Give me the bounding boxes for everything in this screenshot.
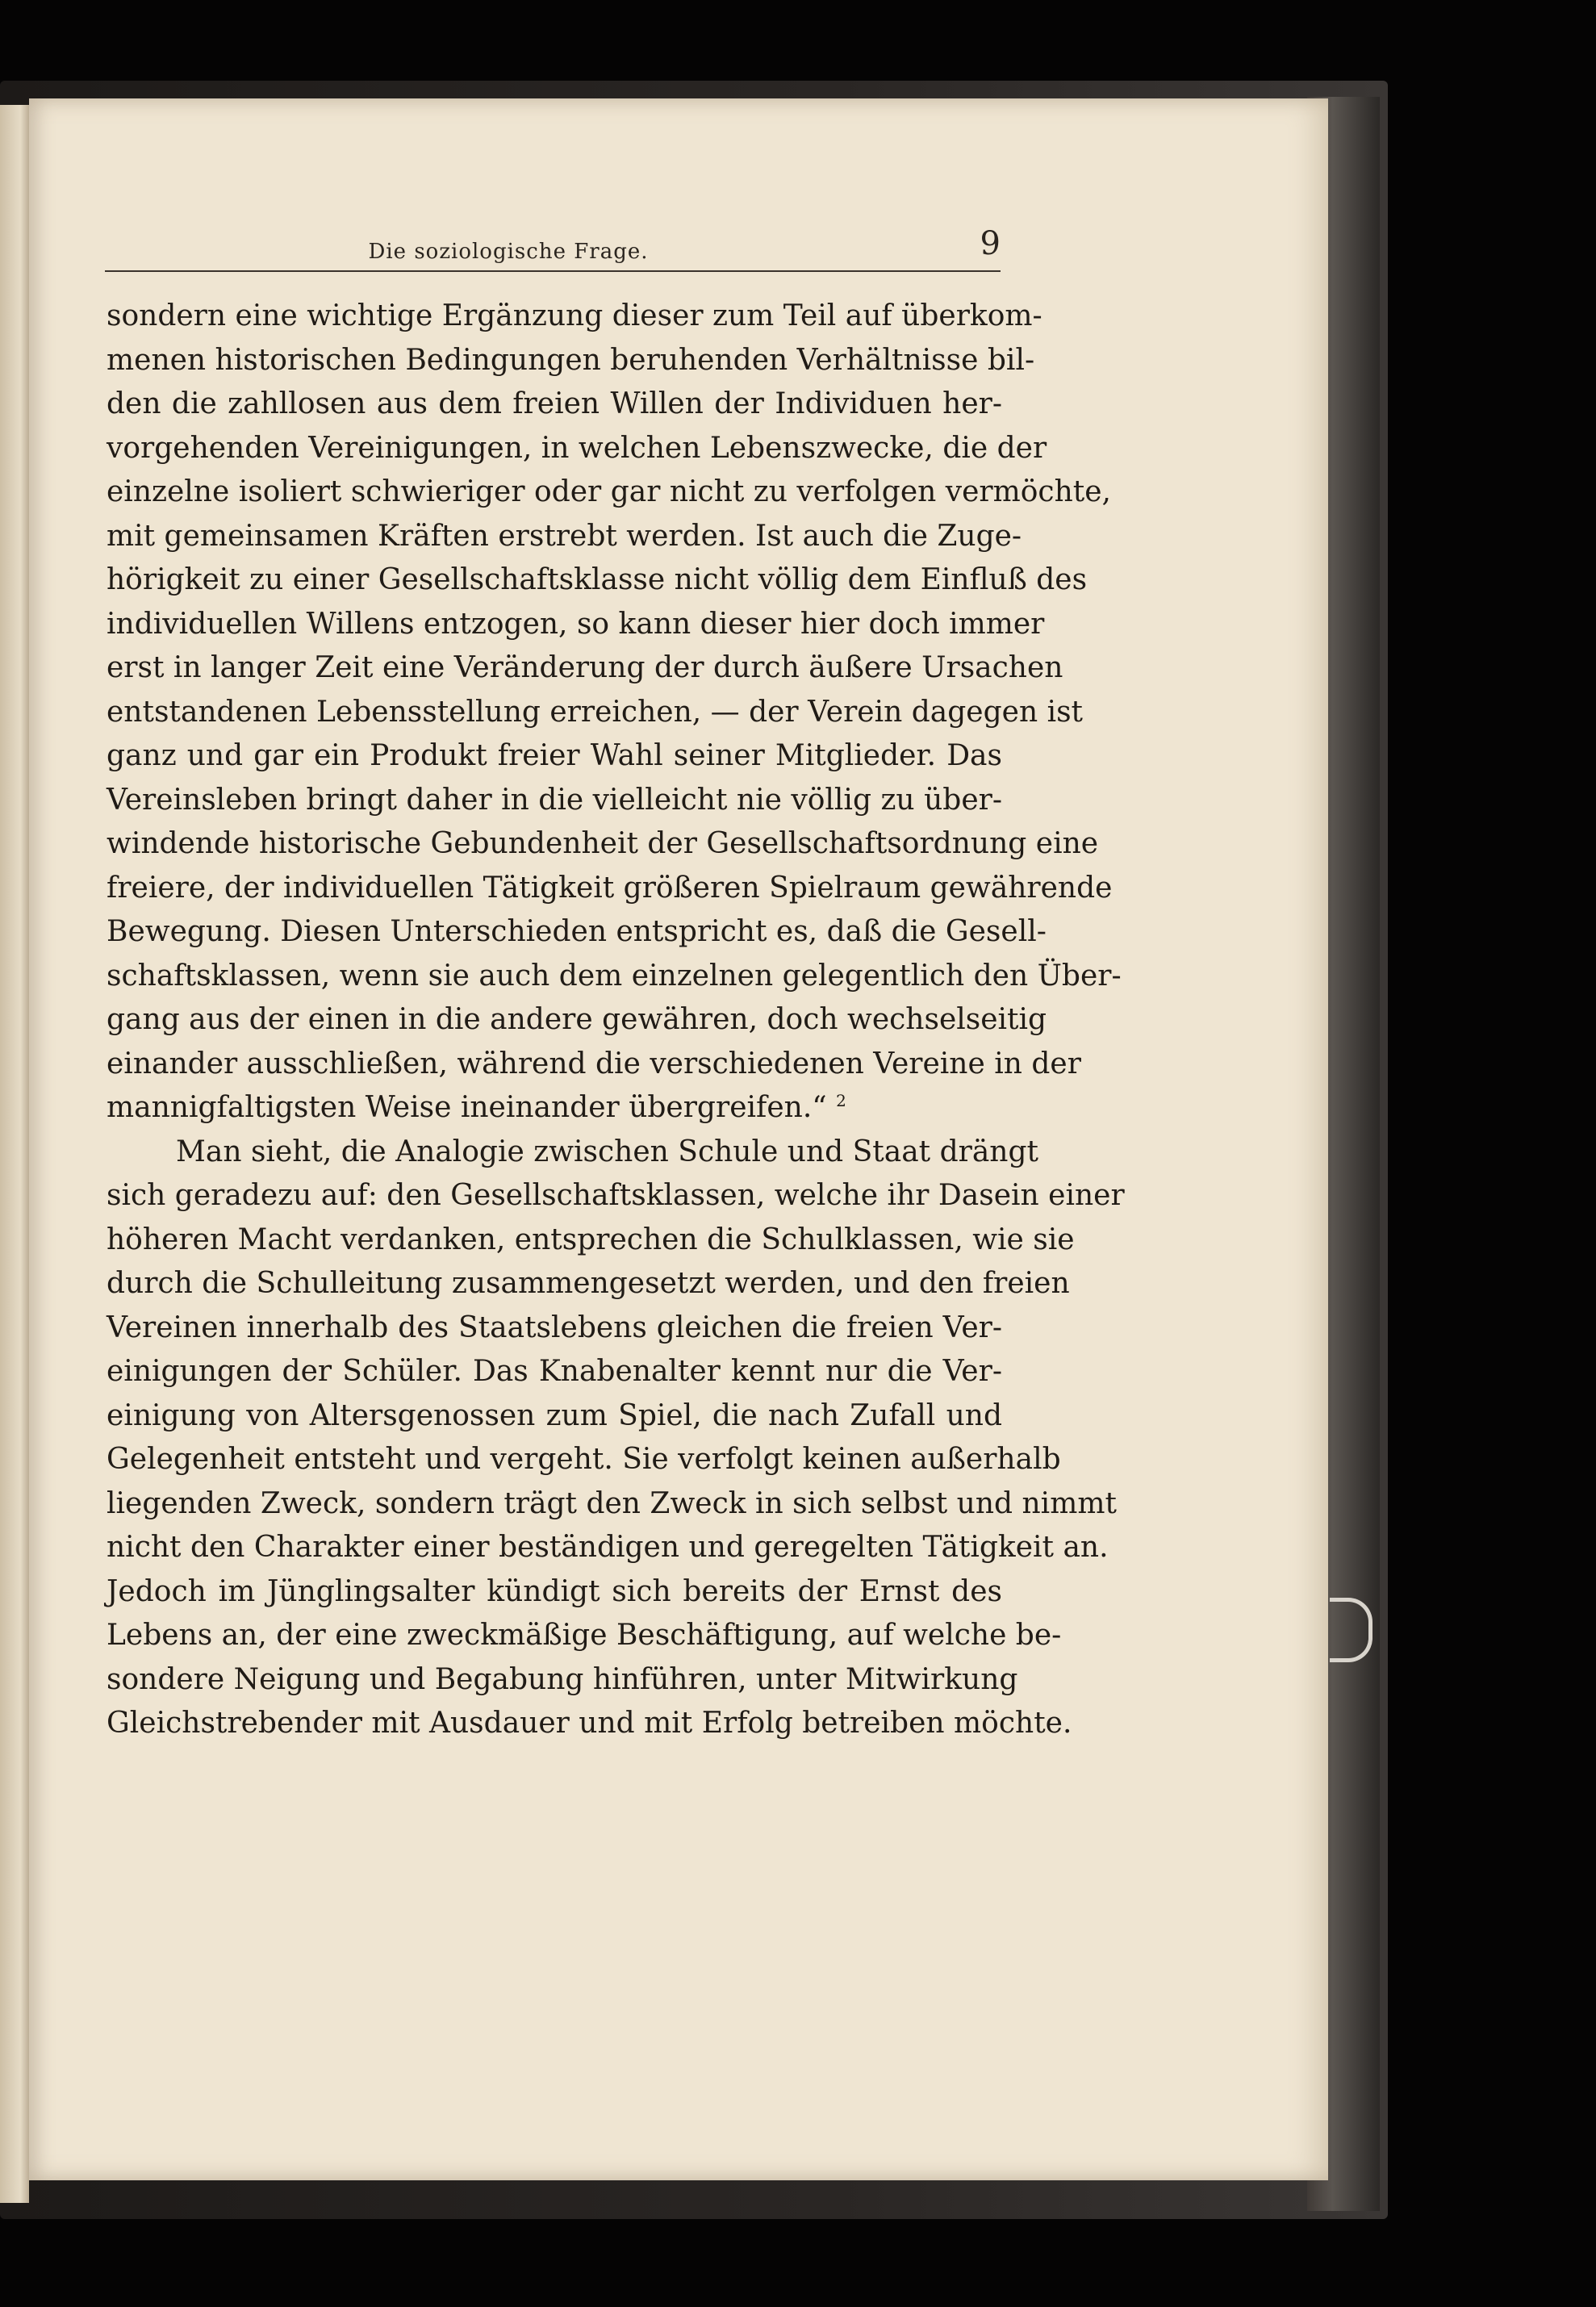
page-number: 9	[980, 225, 1001, 262]
text-line: sondern eine wichtige Ergänzung dieser zum Teil auf überkom-	[107, 299, 1042, 332]
text-line: einander ausschließen, während die verschiedenen Vereine in der	[107, 1047, 1081, 1080]
text-line: entstandenen Lebensstellung erreichen, — der Verein dagegen ist	[107, 695, 1084, 729]
text-line: schaftsklassen, wenn sie auch dem einzelnen gelegentlich den Über-	[107, 959, 1122, 993]
text-line: ganz und gar ein Produkt freier Wahl seiner Mitglieder. Das	[107, 739, 1002, 772]
text-line: mannigfaltigsten Weise ineinander übergreifen.“	[107, 1091, 827, 1124]
text-line: menen historischen Bedingungen beruhenden Verhältnisse bil-	[107, 343, 1035, 377]
text-line: hörigkeit zu einer Gesellschaftsklasse nicht völlig dem Einfluß des	[107, 563, 1088, 596]
text-line: Gleichstrebender mit Ausdauer und mit Erfolg betreiben möchte.	[107, 1707, 1072, 1740]
text-line: sondere Neigung und Begabung hinführen, unter Mitwirkung	[107, 1662, 1018, 1696]
text-line: mit gemeinsamen Kräften erstrebt werden. Ist auch die Zuge-	[107, 519, 1022, 553]
text-line: nicht den Charakter einer beständigen und geregelten Tätigkeit an.	[107, 1531, 1109, 1564]
text-line: Gelegenheit entsteht und vergeht. Sie verfolgt keinen außerhalb	[107, 1443, 1061, 1476]
text-line: individuellen Willens entzogen, so kann dieser hier doch immer	[107, 607, 1045, 641]
text-line: freiere, der individuellen Tätigkeit größeren Spielraum gewährende	[107, 871, 1113, 905]
body-text	[107, 295, 1125, 1746]
text-line: einzelne isoliert schwieriger oder gar nicht zu verfolgen vermöchte,	[107, 475, 1111, 508]
text-line-paragraph-start: Man sieht, die Analogie zwischen Schule und Staat drängt	[176, 1135, 1038, 1168]
text-line: einigung von Altersgenossen zum Spiel, die nach Zufall und	[107, 1398, 1002, 1432]
text-line: Jedoch im Jünglingsalter kündigt sich bereits der Ernst des	[107, 1574, 1002, 1608]
text-line: liegenden Zweck, sondern trägt den Zweck in sich selbst und nimmt	[107, 1486, 1117, 1520]
text-line: vorgehenden Vereinigungen, in welchen Lebenszwecke, die der	[107, 431, 1047, 465]
text-line: höheren Macht verdanken, entsprechen die Schulklassen, wie sie	[107, 1222, 1075, 1256]
text-line-paragraph-end	[107, 1086, 1002, 1131]
left-facing-page	[0, 105, 29, 2203]
text-line: Vereinsleben bringt daher in die vielleicht nie völlig zu über-	[107, 783, 1002, 817]
page-header	[105, 222, 1001, 272]
footnote-ref: 2	[836, 1091, 846, 1110]
text-line: einigungen der Schüler. Das Knabenalter kennt nur die Ver-	[107, 1355, 1002, 1388]
text-line: erst in langer Zeit eine Veränderung der durch äußere Ursachen	[107, 651, 1063, 684]
text-line: Bewegung. Diesen Unterschieden entspricht es, daß die Gesell-	[107, 915, 1047, 948]
text-line: Lebens an, der eine zweckmäßige Beschäftigung, auf welche be-	[107, 1619, 1062, 1652]
text-line: Vereinen innerhalb des Staatslebens gleichen die freien Ver-	[107, 1310, 1002, 1344]
running-title: Die soziologische Frage.	[368, 240, 649, 264]
text-line: sich geradezu auf: den Gesellschaftsklassen, welche ihr Dasein einer	[107, 1179, 1125, 1212]
text-line: durch die Schulleitung zusammengesetzt werden, und den freien	[107, 1267, 1070, 1300]
binding-string	[1330, 1598, 1372, 1662]
text-line: gang aus der einen in die andere gewähren, doch wechselseitig	[107, 1003, 1047, 1036]
text-line: den die zahllosen aus dem freien Willen der Individuen her-	[107, 387, 1002, 420]
text-line: windende historische Gebundenheit der Gesellschaftsordnung eine	[107, 827, 1099, 860]
